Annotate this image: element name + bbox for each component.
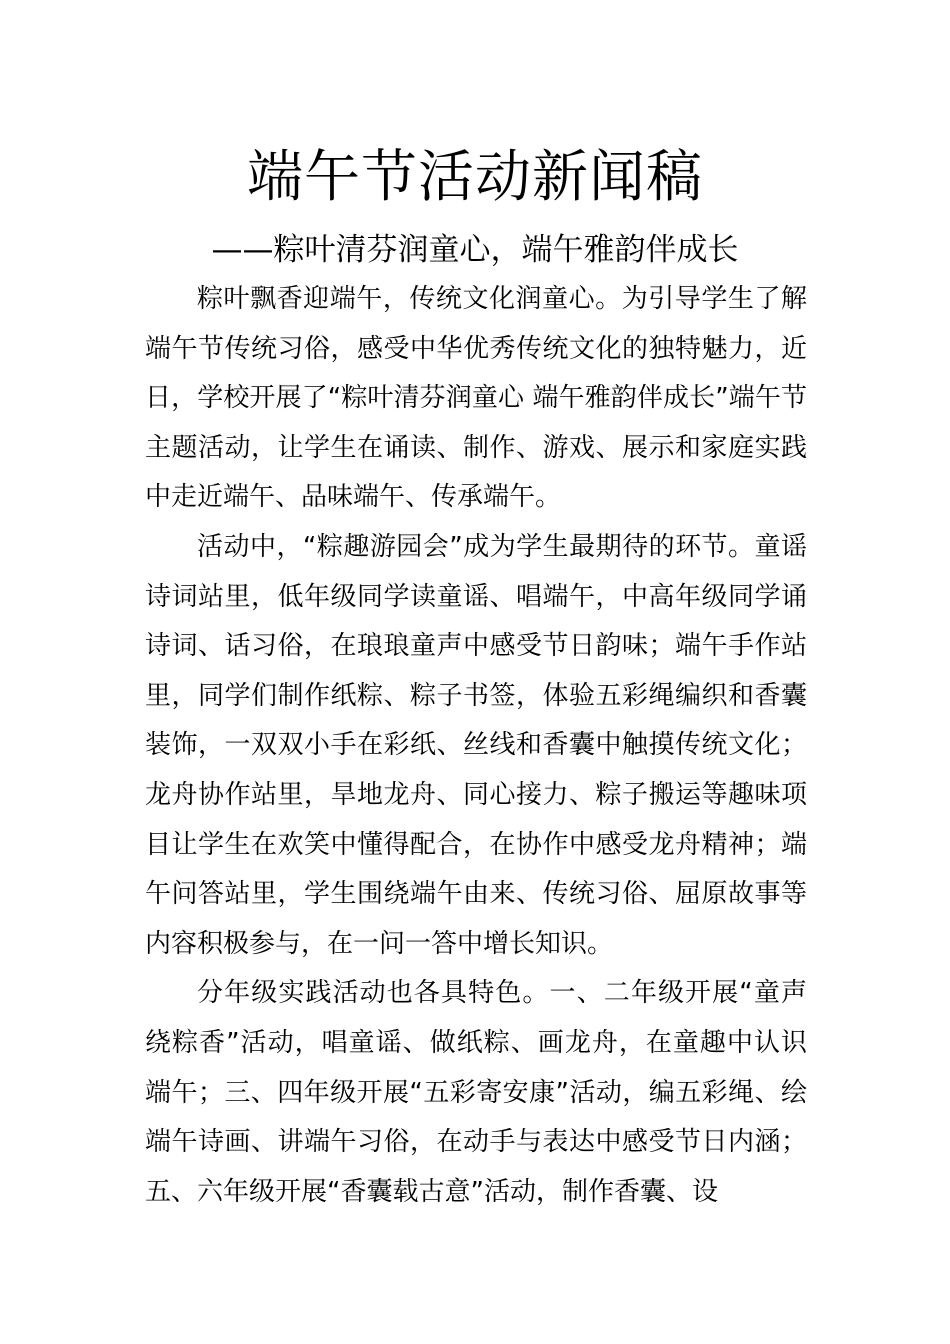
paragraph-1: 粽叶飘香迎端午，传统文化润童心。为引导学生了解端午节传统习俗，感受中华优秀传统文化的独特魅力，近日，学校开展了“粽叶清芬润童心 端午雅韵伴成长”端午节主题活动，让学生在诵读、制作、游戏、展示和家庭实践中走近端午、品味端午、传承端午。 [145,284,807,513]
paragraph-2: 活动中，“粽趣游园会”成为学生最期待的环节。童谣诗词站里，低年级同学读童谣、唱端午，中高年级同学诵诗词、话习俗，在琅琅童声中感受节日韵味；端午手作站里，同学们制作纸粽、粽子书签，体验五彩绳编织和香囊装饰，一双双小手在彩纸、丝线和香囊中触摸传统文化；龙舟协作站里，旱地龙舟、同心接力、粽子搬运等趣味项目让学生在欢笑中懂得配合，在协作中感受龙舟精神；端午问答站里，学生围绕端午由来、传统习俗、屈原故事等内容积极参与，在一问一答中增长知识。 [145,531,807,959]
document-title: 端午节活动新闻稿 [247,145,703,210]
article-body [145,275,807,1217]
paragraph-3: 分年级实践活动也各具特色。一、二年级开展“童声绕粽香”活动，唱童谣、做纸粽、画龙舟，在童趣中认识端午；三、四年级开展“五彩寄安康”活动，编五彩绳、绘端午诗画、讲端午习俗，在动手与表达中感受节日内涵；五、六年级开展“香囊载古意”活动，制作香囊、设 [145,978,807,1207]
document-subtitle: ——粽叶清芬润童心，端午雅韵伴成长 [211,232,739,268]
